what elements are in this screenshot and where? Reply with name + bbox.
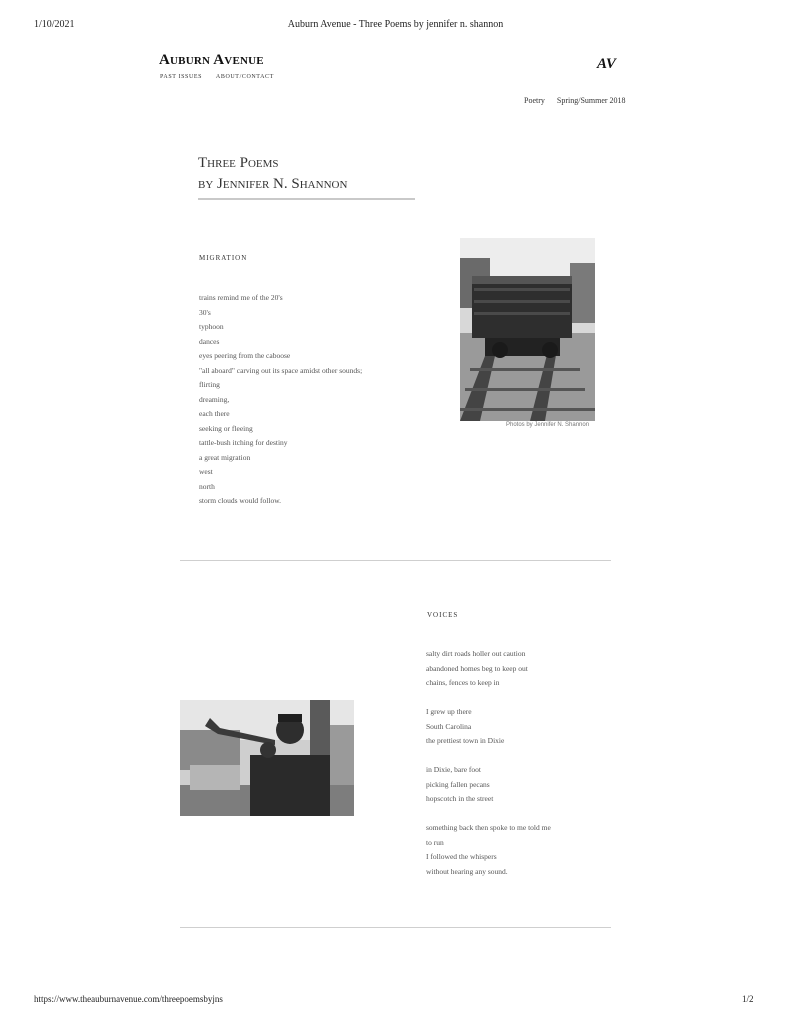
poem-migration [199,291,362,509]
poem-line: eyes peering from the caboose [199,351,291,360]
poem-line: west [199,467,213,476]
poem-stanza [426,821,551,879]
train-car-photo-image [460,238,595,421]
poem-title-migration: migration [199,252,248,263]
poem-line: hopscotch in the street [426,794,494,803]
poem-line: something back then spoke to me told me [426,823,551,832]
section-divider [180,560,611,561]
poem-line: chains, fences to keep in [426,678,500,687]
poem-title-voices: voices [427,609,459,620]
poem-line: the prettiest town in Dixie [426,736,505,745]
site-title[interactable]: Auburn Avenue [159,52,264,68]
nav-past-issues[interactable]: PAST ISSUES [160,74,203,80]
poem-voices [426,647,551,894]
section-divider [180,927,611,928]
poem-line: salty dirt roads holler out caution [426,649,526,658]
poem-stanza [426,647,551,691]
print-date: 1/10/2021 [34,19,75,30]
page-byline: by Jennifer N. Shannon [198,176,348,192]
photo-caption: Photos by Jennifer N. Shannon [506,422,590,428]
page-title: Three Poems [198,155,279,171]
site-logo[interactable]: AV [597,56,616,72]
category-link[interactable]: Poetry [524,96,545,105]
post-meta [524,96,636,105]
poem-line: South Carolina [426,721,472,731]
poem-line: in Dixie, bare foot [426,765,481,774]
trumpet-statue-photo [180,700,354,816]
print-url: https://www.theauburnavenue.com/threepoemsbyjns [34,994,223,1004]
nav-about-contact[interactable]: ABOUT/CONTACT [215,74,274,80]
poem-line: dreaming, [199,394,230,404]
poem-line: a great migration [199,452,251,462]
heading-rule [198,198,415,200]
poem-stanza [426,705,551,749]
poem-stanza [426,763,551,807]
poem-line: north [199,481,215,491]
issue-link[interactable]: Spring/Summer 2018 [556,96,626,105]
poem-line: "all aboard" carving out its space amidst other sounds; [199,365,363,375]
poem-line: abandoned homes beg to keep out [426,663,528,673]
poem-line: picking fallen pecans [426,779,490,789]
page-heading [198,153,347,195]
poem-line: storm clouds would follow. [199,496,282,505]
poem-line: seeking or fleeing [199,423,253,433]
print-page-title: Auburn Avenue - Three Poems by jennifer n. shannon [287,19,504,30]
poem-line: each there [199,409,230,418]
poem-line: to run [426,837,444,847]
poem-line: tattle-bush itching for destiny [199,438,288,447]
print-page-number: 1/2 [742,994,754,1004]
poem-line: I followed the whispers [426,852,497,861]
poem-line: 30's [199,307,211,317]
poem-line: typhoon [199,322,224,331]
poem-line: I grew up there [426,707,472,716]
site-nav [160,74,286,80]
poem-line: without hearing any sound. [426,866,508,876]
poem-line: flirting [199,380,220,389]
poem-line: trains remind me of the 20's [199,293,283,302]
train-car-photo [460,238,595,421]
trumpet-statue-photo-image [180,700,354,816]
poem-line: dances [199,336,220,346]
